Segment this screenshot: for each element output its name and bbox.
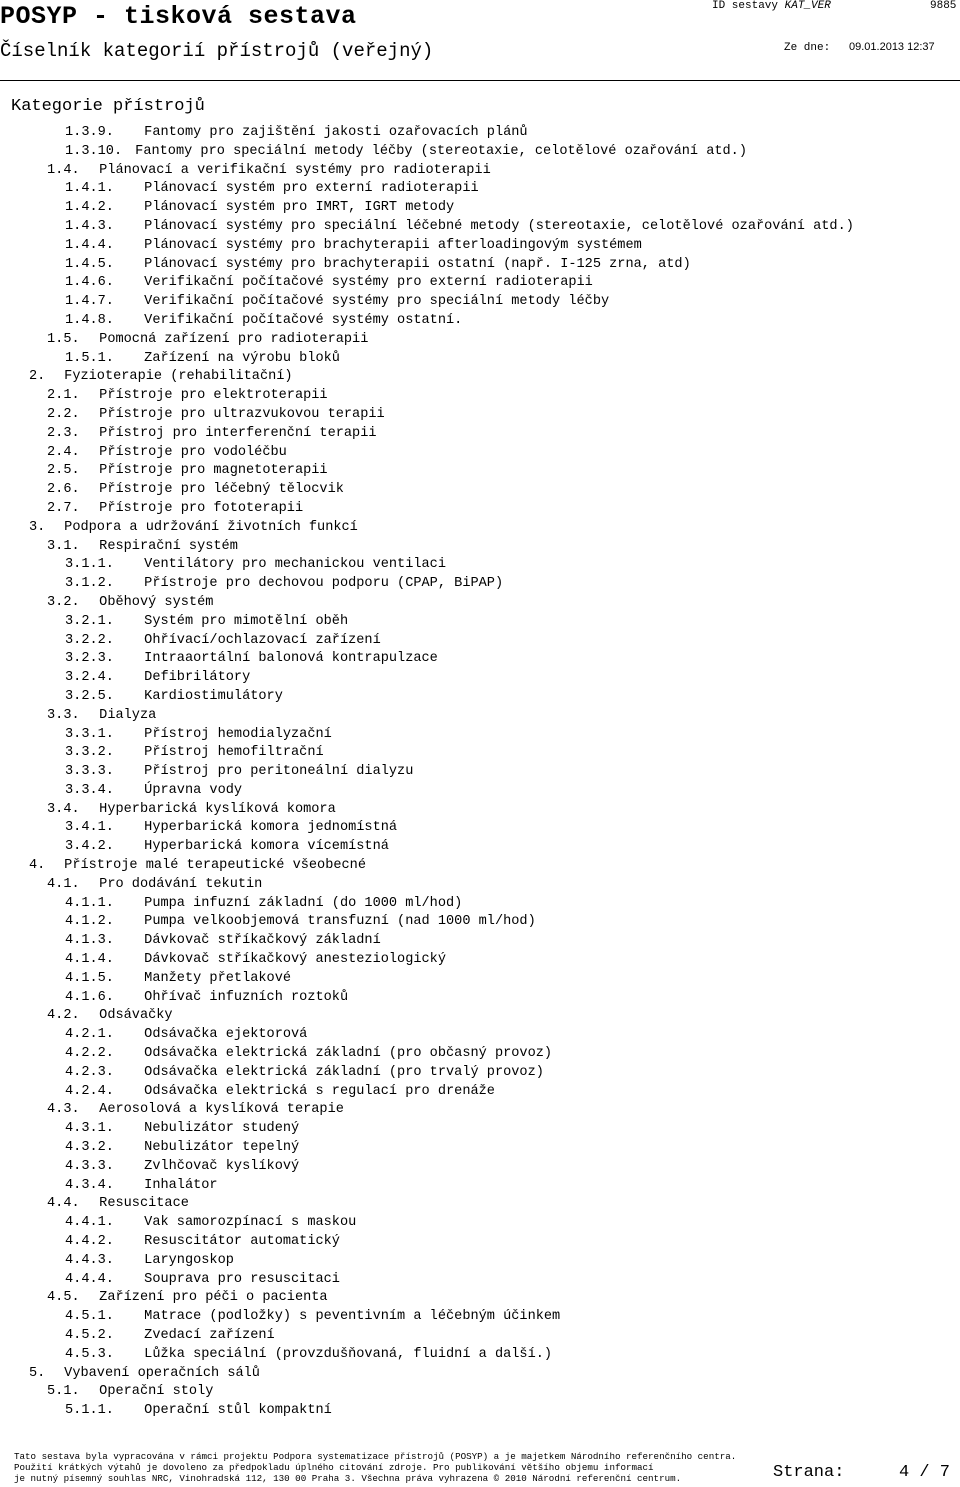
- category-label: Pomocná zařízení pro radioterapii: [99, 331, 369, 347]
- category-number: 1.4.7.: [65, 294, 114, 310]
- category-label: Operační stoly: [99, 1384, 214, 1400]
- category-number: 3.1.2.: [65, 576, 114, 592]
- report-id: [712, 0, 831, 12]
- category-number: 2.2.: [47, 406, 80, 422]
- category-item-level-3: [0, 1064, 854, 1083]
- category-label: Plánovací systémy pro brachyterapii afterloadingovým systémem: [144, 237, 642, 253]
- category-number: 1.4.3.: [65, 218, 114, 234]
- category-item-level-1: [0, 1365, 854, 1384]
- category-item-level-3: [0, 1233, 854, 1252]
- category-item-level-3: [0, 895, 854, 914]
- category-label: Podpora a udržování životních funkcí: [64, 519, 358, 535]
- category-item-level-1: [0, 368, 854, 387]
- category-item-level-3: [0, 350, 854, 369]
- category-number: 1.3.9.: [65, 125, 114, 140]
- category-number: 2.5.: [47, 463, 80, 479]
- category-number: 1.3.10.: [65, 143, 123, 159]
- category-label: Přístroje pro ultrazvukovou terapii: [99, 406, 385, 422]
- category-label: Přístroj pro interferenční terapii: [99, 425, 377, 441]
- category-number: 3.3.3.: [65, 764, 114, 780]
- category-label: Ventilátory pro mechanickou ventilaci: [144, 557, 447, 573]
- category-item-level-2: [0, 594, 854, 613]
- category-label: Fantomy pro zajištění jakosti ozařovacích plánů: [144, 125, 528, 140]
- category-label: Verifikační počítačové systémy ostatní.: [144, 312, 463, 328]
- category-label: Přístroje pro fototerapii: [99, 500, 304, 516]
- category-label: Verifikační počítačové systémy pro externí radioterapii: [144, 275, 593, 291]
- category-label: Lůžka speciální (provzdušňovaná, fluidní a další.): [144, 1346, 553, 1362]
- category-number: 1.4.2.: [65, 200, 114, 216]
- category-item-level-3: [0, 726, 854, 745]
- category-item-level-3: [0, 1083, 854, 1102]
- category-number: 4.2.2.: [65, 1046, 114, 1062]
- category-number: 4.1.4.: [65, 952, 114, 968]
- category-item-level-3: [0, 1402, 854, 1421]
- category-label: Přístroj pro peritoneální dialyzu: [144, 764, 414, 780]
- category-number: 4.1.5.: [65, 970, 114, 986]
- category-number: 1.4.1.: [65, 181, 114, 197]
- category-item-level-2: [0, 801, 854, 820]
- category-label: Operační stůl kompaktní: [144, 1403, 332, 1419]
- category-label: Aerosolová a kyslíková terapie: [99, 1102, 344, 1118]
- category-item-level-3: [0, 782, 854, 801]
- category-item-level-2: [0, 331, 854, 350]
- category-label: Systém pro mimotělní oběh: [144, 613, 349, 629]
- category-item-level-2: [0, 444, 854, 463]
- category-item-level-3: [0, 124, 854, 143]
- category-item-level-3: [0, 1158, 854, 1177]
- category-item-level-3: [0, 650, 854, 669]
- category-number: 4.2.: [47, 1008, 80, 1024]
- category-number: 4.3.2.: [65, 1140, 114, 1156]
- category-number: 4.5.1.: [65, 1309, 114, 1325]
- category-item-level-2: [0, 707, 854, 726]
- category-item-level-2: [0, 481, 854, 500]
- category-item-level-3: [0, 293, 854, 312]
- category-label: Intraaortální balonová kontrapulzace: [144, 651, 438, 667]
- category-label: Přístroj hemodialyzační: [144, 726, 332, 742]
- category-item-level-3: [0, 556, 854, 575]
- category-label: Odsávačky: [99, 1008, 173, 1024]
- category-item-level-3: [0, 575, 854, 594]
- category-label: Nebulizátor tepelný: [144, 1140, 300, 1156]
- category-label: Fyzioterapie (rehabilitační): [64, 369, 293, 385]
- category-item-level-2: [0, 538, 854, 557]
- category-label: Plánovací systém pro IMRT, IGRT metody: [144, 200, 455, 216]
- category-number: 4.3.: [47, 1102, 80, 1118]
- category-number: 4.4.: [47, 1196, 80, 1212]
- page-label: Strana:: [773, 1463, 845, 1482]
- category-item-level-3: [0, 688, 854, 707]
- category-item-level-3: [0, 143, 854, 162]
- category-label: Plánovací a verifikační systémy pro radioterapii: [99, 162, 491, 178]
- category-item-level-3: [0, 1252, 854, 1271]
- category-item-level-3: [0, 838, 854, 857]
- category-number: 4.3.4.: [65, 1177, 114, 1193]
- category-number: 4.1.2.: [65, 914, 114, 930]
- category-label: Dávkovač stříkačkový základní: [144, 933, 381, 949]
- category-number: 5.1.: [47, 1384, 80, 1400]
- category-number: 2.7.: [47, 500, 80, 516]
- header-divider: [0, 80, 960, 81]
- category-number: 3.: [29, 519, 46, 535]
- category-label: Přístroje pro léčebný tělocvik: [99, 482, 344, 498]
- footer-note-line: je nutný písemný souhlas NRC, Vinohradská 112, 130 00 Praha 3. Všechna práva vyhrazena © 2010 Národní referenční centrum.: [14, 1473, 682, 1484]
- category-label: Odsávačka elektrická základní (pro občasný provoz): [144, 1046, 553, 1062]
- category-number: 4.2.1.: [65, 1027, 114, 1043]
- category-label: Inhalátor: [144, 1177, 218, 1193]
- category-label: Zařízení na výrobu bloků: [144, 350, 340, 366]
- category-label: Přístroje pro magnetoterapii: [99, 463, 328, 479]
- category-number: 3.3.4.: [65, 782, 114, 798]
- report-date-label: Ze dne:: [784, 42, 831, 54]
- category-number: 3.2.4.: [65, 670, 114, 686]
- category-label: Hyperbarická kyslíková komora: [99, 801, 336, 817]
- category-label: Zvedací zařízení: [144, 1328, 275, 1343]
- category-item-level-2: [0, 406, 854, 425]
- category-label: Přístroje pro vodoléčbu: [99, 444, 287, 460]
- category-number: 4.3.1.: [65, 1121, 114, 1137]
- category-item-level-3: [0, 1214, 854, 1233]
- category-item-level-3: [0, 237, 854, 256]
- category-number: 1.4.: [47, 162, 80, 178]
- category-number: 3.3.1.: [65, 726, 114, 742]
- category-item-level-1: [0, 857, 854, 876]
- category-label: Odsávačka elektrická s regulací pro drenáže: [144, 1083, 495, 1099]
- category-label: Zvlhčovač kyslíkový: [144, 1158, 300, 1174]
- category-number: 3.2.3.: [65, 651, 114, 667]
- category-item-level-3: [0, 632, 854, 651]
- category-number: 1.4.8.: [65, 312, 114, 328]
- category-number: 4.1.3.: [65, 933, 114, 949]
- category-number: 3.1.: [47, 538, 80, 554]
- category-number: 2.3.: [47, 425, 80, 441]
- category-item-level-2: [0, 425, 854, 444]
- category-item-level-3: [0, 274, 854, 293]
- category-number: 2.6.: [47, 482, 80, 498]
- category-label: Úpravna vody: [144, 782, 243, 798]
- category-label: Pro dodávání tekutin: [99, 876, 263, 892]
- category-label: Vybavení operačních sálů: [64, 1365, 260, 1381]
- category-label: Plánovací systém pro externí radioterapii: [144, 181, 479, 197]
- category-number: 4.4.1.: [65, 1215, 114, 1231]
- category-number: 2.: [29, 369, 46, 385]
- category-number: 1.5.: [47, 331, 80, 347]
- category-label: Manžety přetlakové: [144, 970, 292, 986]
- category-item-level-3: [0, 1026, 854, 1045]
- category-item-level-3: [0, 1308, 854, 1327]
- category-item-level-3: [0, 1045, 854, 1064]
- category-item-level-2: [0, 500, 854, 519]
- category-label: Dialyza: [99, 707, 157, 723]
- category-item-level-2: [0, 1007, 854, 1026]
- category-label: Ohřívací/ochlazovací zařízení: [144, 632, 381, 648]
- category-item-level-3: [0, 913, 854, 932]
- category-item-level-2: [0, 462, 854, 481]
- category-item-level-3: [0, 1346, 854, 1365]
- category-number: 5.1.1.: [65, 1403, 114, 1419]
- category-item-level-3: [0, 1177, 854, 1196]
- category-number: 3.2.2.: [65, 632, 114, 648]
- category-number: 2.1.: [47, 388, 80, 404]
- category-item-level-2: [0, 387, 854, 406]
- category-item-level-3: [0, 199, 854, 218]
- category-item-level-2: [0, 1101, 854, 1120]
- category-item-level-3: [0, 218, 854, 237]
- category-number: 1.4.5.: [65, 256, 114, 272]
- category-item-level-3: [0, 763, 854, 782]
- category-item-level-2: [0, 876, 854, 895]
- category-label: Hyperbarická komora jednomístná: [144, 820, 398, 836]
- category-label: Hyperbarická komora vícemístná: [144, 839, 389, 855]
- category-label: Resuscitace: [99, 1196, 189, 1212]
- category-item-level-3: [0, 819, 854, 838]
- category-number: 3.3.2.: [65, 745, 114, 761]
- category-item-level-3: [0, 1139, 854, 1158]
- category-number: 3.2.: [47, 594, 80, 610]
- section-heading: Kategorie přístrojů: [11, 97, 205, 116]
- category-number: 3.2.5.: [65, 688, 114, 704]
- category-label: Ohřívač infuzních roztoků: [144, 989, 349, 1005]
- category-number: 4.4.3.: [65, 1252, 114, 1268]
- footer-note-line: Tato sestava byla vypracována v rámci projektu Podpora systematizace přístrojů (POSYP) a je majetkem Národního referenčního centra.: [14, 1451, 737, 1462]
- category-label: Souprava pro resuscitaci: [144, 1271, 340, 1287]
- category-number: 3.2.1.: [65, 613, 114, 629]
- category-item-level-3: [0, 932, 854, 951]
- category-label: Respirační systém: [99, 538, 238, 554]
- report-id-code: KAT_VER: [784, 0, 831, 12]
- category-item-level-3: [0, 1327, 854, 1346]
- category-label: Zařízení pro péči o pacienta: [99, 1290, 328, 1306]
- category-number: 4.1.1.: [65, 895, 114, 911]
- category-label: Laryngoskop: [144, 1252, 234, 1268]
- category-number: 3.4.1.: [65, 820, 114, 836]
- footer-note-line: Použití krátkých výtahů je dovoleno za předpokladu úplného citování zdroje. Pro publikování většího objemu informací: [14, 1462, 654, 1473]
- category-label: Plánovací systémy pro brachyterapii ostatní (např. I-125 zrna, atd): [144, 256, 691, 272]
- category-item-level-2: [0, 162, 854, 181]
- category-number: 4.: [29, 858, 46, 874]
- category-label: Přístroje malé terapeutické všeobecné: [64, 858, 367, 874]
- report-page-code: 9885: [930, 0, 957, 12]
- category-number: 3.3.: [47, 707, 80, 723]
- category-label: Defibrilátory: [144, 670, 251, 686]
- report-title: POSYP - tisková sestava: [0, 2, 357, 31]
- category-item-level-2: [0, 1195, 854, 1214]
- category-number: 4.5.2.: [65, 1328, 114, 1343]
- category-label: Fantomy pro speciální metody léčby (stereotaxie, celotělové ozařování atd.): [135, 143, 747, 159]
- category-label: Pumpa infuzní základní (do 1000 ml/hod): [144, 895, 463, 911]
- category-label: Pumpa velkoobjemová transfuzní (nad 1000 ml/hod): [144, 914, 536, 930]
- category-label: Přístroj hemofiltrační: [144, 745, 324, 761]
- category-number: 4.1.: [47, 876, 80, 892]
- category-item-level-1: [0, 519, 854, 538]
- page-number: 4 / 7: [899, 1463, 951, 1482]
- category-number: 3.4.2.: [65, 839, 114, 855]
- category-number: 4.5.3.: [65, 1346, 114, 1362]
- category-number: 2.4.: [47, 444, 80, 460]
- category-number: 1.4.4.: [65, 237, 114, 253]
- category-label: Kardiostimulátory: [144, 688, 283, 704]
- category-item-level-2: [0, 1383, 854, 1402]
- category-item-level-3: [0, 613, 854, 632]
- category-item-level-3: [0, 669, 854, 688]
- category-item-level-3: [0, 951, 854, 970]
- footer-note: [14, 1451, 736, 1484]
- category-number: 4.1.6.: [65, 989, 114, 1005]
- category-label: Odsávačka elektrická základní (pro trvalý provoz): [144, 1064, 544, 1080]
- category-number: 4.2.4.: [65, 1083, 114, 1099]
- category-label: Resuscitátor automatický: [144, 1234, 340, 1250]
- report-date: 09.01.2013 12:37: [849, 41, 935, 53]
- category-label: Nebulizátor studený: [144, 1121, 300, 1137]
- category-item-level-3: [0, 989, 854, 1008]
- category-item-level-3: [0, 1120, 854, 1139]
- report-subtitle: Číselník kategorií přístrojů (veřejný): [0, 40, 434, 62]
- category-number: 4.4.2.: [65, 1234, 114, 1250]
- category-item-level-3: [0, 180, 854, 199]
- category-label: Přístroje pro dechovou podporu (CPAP, BiPAP): [144, 576, 504, 592]
- category-label: Verifikační počítačové systémy pro speciální metody léčby: [144, 294, 610, 310]
- category-item-level-3: [0, 744, 854, 763]
- category-item-level-3: [0, 312, 854, 331]
- category-number: 5.: [29, 1365, 46, 1381]
- category-item-level-3: [0, 970, 854, 989]
- category-item-level-3: [0, 1271, 854, 1290]
- category-number: 4.2.3.: [65, 1064, 114, 1080]
- category-number: 1.5.1.: [65, 350, 114, 366]
- category-number: 3.1.1.: [65, 557, 114, 573]
- category-number: 1.4.6.: [65, 275, 114, 291]
- category-number: 3.4.: [47, 801, 80, 817]
- category-item-level-2: [0, 1289, 854, 1308]
- category-label: Plánovací systémy pro speciální léčebné metody (stereotaxie, celotělové ozařování atd.): [144, 218, 854, 234]
- category-number: 4.4.4.: [65, 1271, 114, 1287]
- category-label: Dávkovač stříkačkový anesteziologický: [144, 952, 447, 968]
- category-label: Přístroje pro elektroterapii: [99, 388, 328, 404]
- category-label: Vak samorozpínací s maskou: [144, 1215, 357, 1231]
- category-list: [0, 124, 854, 1421]
- category-label: Oběhový systém: [99, 594, 214, 610]
- category-number: 4.3.3.: [65, 1158, 114, 1174]
- category-number: 4.5.: [47, 1290, 80, 1306]
- category-label: Odsávačka ejektorová: [144, 1027, 308, 1043]
- category-label: Matrace (podložky) s peventivním a léčebným účinkem: [144, 1309, 561, 1325]
- category-item-level-3: [0, 256, 854, 275]
- report-id-label: ID sestavy: [712, 0, 785, 12]
